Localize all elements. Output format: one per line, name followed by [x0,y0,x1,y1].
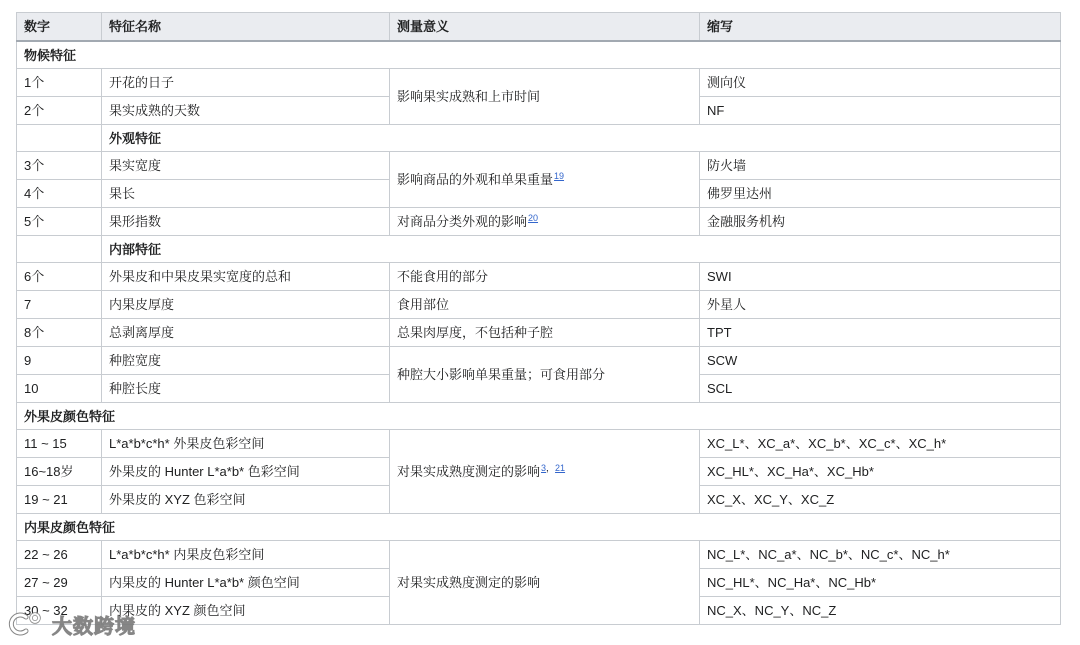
feature-abbreviation: XC_X、XC_Y、XC_Z [700,486,1061,514]
reference-link[interactable]: 19 [554,170,565,181]
feature-number: 30 ~ 32 [17,597,102,625]
feature-abbreviation: NC_HL*、NC_Ha*、NC_Hb* [700,569,1061,597]
feature-name: 内果皮厚度 [102,291,390,319]
feature-name: 开花的日子 [102,69,390,97]
reference-link[interactable]: 3 [541,462,547,473]
section-row [17,514,1061,541]
measurement-meaning [390,430,700,514]
subsection-label: 内部特征 [102,236,1061,263]
feature-name: 种腔长度 [102,375,390,403]
table-row [17,347,1061,375]
feature-number: 7 [17,291,102,319]
feature-abbreviation: SCW [700,347,1061,375]
column-header-abbreviation: 缩写 [700,13,1061,42]
feature-name: L*a*b*c*h* 外果皮色彩空间 [102,430,390,458]
table-row [17,430,1061,458]
subsection-row [17,125,1061,152]
feature-number: 1个 [17,69,102,97]
feature-abbreviation: 防火墙 [700,152,1061,180]
feature-abbreviation: XC_HL*、XC_Ha*、XC_Hb* [700,458,1061,486]
reference-superscript [528,213,538,223]
feature-name: L*a*b*c*h* 内果皮色彩空间 [102,541,390,569]
feature-abbreviation: TPT [700,319,1061,347]
table-row [17,69,1061,97]
section-label: 物候特征 [17,41,1061,69]
measurement-meaning-text: 影响商品的外观和单果重量 [397,172,554,187]
feature-number: 22 ~ 26 [17,541,102,569]
feature-number: 6个 [17,263,102,291]
feature-name: 内果皮的 XYZ 颜色空间 [102,597,390,625]
feature-table [16,12,1061,625]
feature-number: 3个 [17,152,102,180]
reference-link[interactable]: 20 [528,212,539,223]
table-row [17,291,1061,319]
feature-name: 果实宽度 [102,152,390,180]
feature-name: 外果皮和中果皮果实宽度的总和 [102,263,390,291]
measurement-meaning: 食用部位 [390,291,700,319]
measurement-meaning [390,208,700,236]
feature-number: 16~18岁 [17,458,102,486]
reference-link[interactable]: 21 [555,462,566,473]
feature-name: 果形指数 [102,208,390,236]
reference-superscript [554,171,564,181]
table-row [17,263,1061,291]
feature-name: 果实成熟的天数 [102,97,390,125]
table-row [17,541,1061,569]
feature-number: 4个 [17,180,102,208]
table-row [17,319,1061,347]
subsection-row [17,236,1061,263]
table-row [17,152,1061,180]
subsection-spacer-cell [17,125,102,152]
feature-number: 10 [17,375,102,403]
feature-name: 内果皮的 Hunter L*a*b* 颜色空间 [102,569,390,597]
feature-name: 外果皮的 Hunter L*a*b* 色彩空间 [102,458,390,486]
feature-abbreviation: SWI [700,263,1061,291]
measurement-meaning: 总果肉厚度，不包括种子腔 [390,319,700,347]
feature-abbreviation: 佛罗里达州 [700,180,1061,208]
feature-abbreviation: 外星人 [700,291,1061,319]
measurement-meaning-text: 对商品分类外观的影响 [397,214,528,229]
table-header-row [17,13,1061,42]
subsection-label: 外观特征 [102,125,1061,152]
measurement-meaning-text: 对果实成熟度测定的影响 [397,464,541,479]
section-row [17,41,1061,69]
feature-abbreviation: 金融服务机构 [700,208,1061,236]
subsection-spacer-cell [17,236,102,263]
table-row [17,208,1061,236]
feature-number: 5个 [17,208,102,236]
feature-number: 2个 [17,97,102,125]
feature-abbreviation: NC_X、NC_Y、NC_Z [700,597,1061,625]
section-label: 内果皮颜色特征 [17,514,1061,541]
measurement-meaning [390,152,700,208]
feature-abbreviation: NC_L*、NC_a*、NC_b*、NC_c*、NC_h* [700,541,1061,569]
measurement-meaning: 对果实成熟度测定的影响 [390,541,700,625]
feature-number: 11 ~ 15 [17,430,102,458]
section-label: 外果皮颜色特征 [17,403,1061,430]
reference-separator: ， [546,462,556,473]
section-row [17,403,1061,430]
column-header-number: 数字 [17,13,102,42]
watermark-text: 大数跨境 [52,613,136,638]
feature-number: 8个 [17,319,102,347]
feature-name: 果长 [102,180,390,208]
column-header-feature-name: 特征名称 [102,13,390,42]
measurement-meaning: 影响果实成熟和上市时间 [390,69,700,125]
feature-number: 27 ~ 29 [17,569,102,597]
feature-name: 外果皮的 XYZ 色彩空间 [102,486,390,514]
reference-superscript [541,463,565,473]
feature-abbreviation: NF [700,97,1061,125]
measurement-meaning: 种腔大小影响单果重量；可食用部分 [390,347,700,403]
feature-abbreviation: XC_L*、XC_a*、XC_b*、XC_c*、XC_h* [700,430,1061,458]
feature-abbreviation: SCL [700,375,1061,403]
column-header-meaning: 测量意义 [390,13,700,42]
feature-number: 9 [17,347,102,375]
feature-abbreviation: 测向仪 [700,69,1061,97]
measurement-meaning: 不能食用的部分 [390,263,700,291]
feature-name: 总剥离厚度 [102,319,390,347]
feature-name: 种腔宽度 [102,347,390,375]
feature-number: 19 ~ 21 [17,486,102,514]
